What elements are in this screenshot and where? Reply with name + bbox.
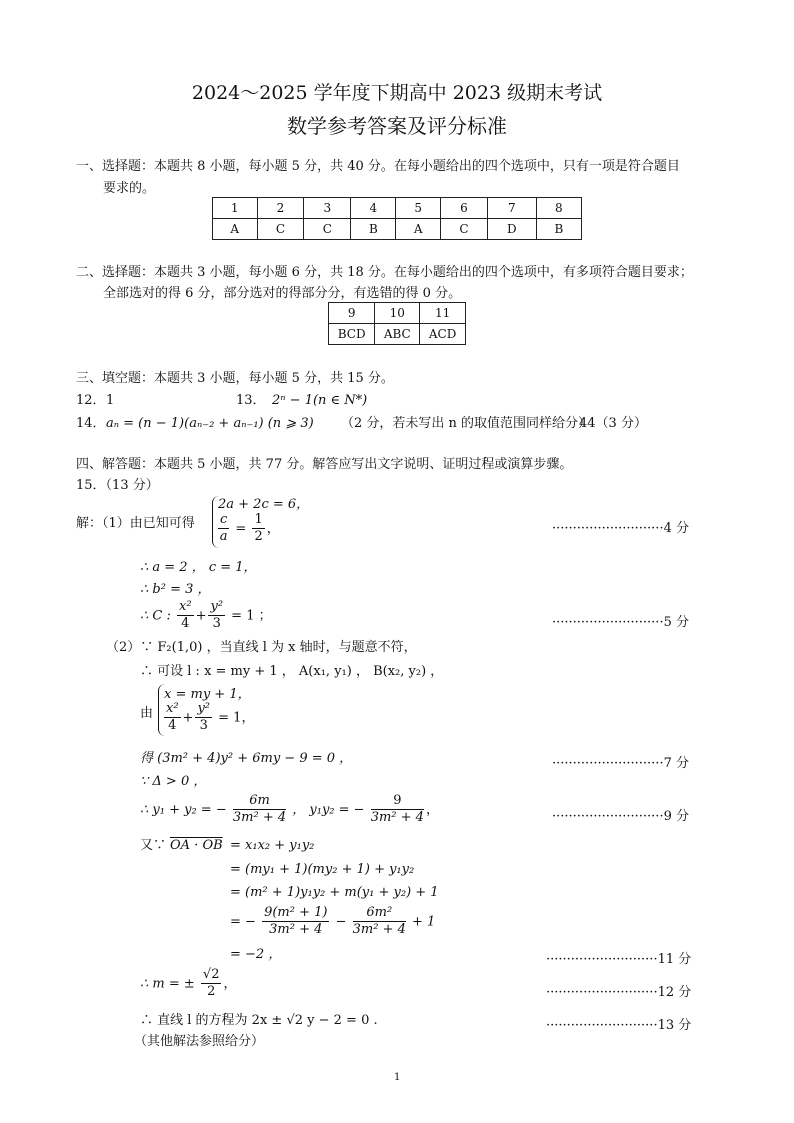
part2-set: ∴ 可设 l : x = my + 1 ， A(x₁, y₁) ， B(x₂, y₂) ， — [140, 664, 444, 679]
section1-answer-table — [212, 197, 582, 240]
table-row — [213, 219, 582, 240]
m-value: ∴ m = ± $\frac{√2}{2}$ ， — [140, 967, 237, 999]
solve-label: 解：（1）由已知可得 — [76, 516, 195, 531]
answer-cell: ACD — [420, 324, 466, 345]
dot-product-prefix: 又∵ — [140, 838, 167, 853]
score-13: ···························13 分 — [546, 1018, 692, 1033]
q12-answer: 1 — [106, 393, 115, 408]
q14-note: （2 分，若未写出 n 的取值范围同样给分） — [341, 416, 592, 431]
table-row — [213, 198, 582, 219]
q12-label: 12． — [76, 393, 106, 408]
question-number: 3 — [304, 198, 351, 219]
score-9: ···························9 分 — [552, 809, 689, 824]
answer-cell: C — [440, 219, 487, 240]
section2-heading-cont: 全部选对的得 6 分，部分选对的得部分分，有选错的得 0 分。 — [103, 286, 462, 301]
answer-cell: C — [257, 219, 304, 240]
dot-eq2: = (my₁ + 1)(my₂ + 1) + y₁y₂ — [230, 862, 415, 877]
q14-formula: aₙ = (n − 1)(aₙ₋₂ + aₙ₋₁) (n ⩾ 3) — [106, 416, 314, 431]
section1-heading-cont: 要求的。 — [103, 181, 156, 196]
answer-cell: B — [351, 219, 396, 240]
answer-cell: ABC — [375, 324, 420, 345]
answer-cell: B — [536, 219, 581, 240]
q13-label: 13． — [236, 393, 266, 408]
page-number: 1 — [394, 1072, 401, 1083]
question-number: 1 — [213, 198, 258, 219]
delta-line: ∵ Δ > 0 ， — [140, 774, 207, 789]
system1-eq1: 2a + 2c = 6， — [218, 497, 310, 512]
dot-eq5: = −2 ， — [230, 947, 282, 962]
vieta-line: ∴ y₁ + y₂ = − $\frac{6m}{\text{3m² + 4}}$ ， y₁y₂ = − $\frac{9}{\text{3m² + 4}}$ ， — [140, 793, 439, 825]
answer-cell: A — [396, 219, 441, 240]
score-7: ···························7 分 — [552, 756, 689, 771]
section2-answer-table — [328, 302, 466, 345]
section1-heading: 一、选择题：本题共 8 小题，每小题 5 分，共 40 分。在每小题给出的四个选项中，只有一项是符合题目 — [76, 159, 680, 174]
table-row — [329, 303, 466, 324]
question-number: 2 — [257, 198, 304, 219]
q14-answer2: 44（3 分） — [579, 416, 647, 431]
q13-answer: 2ⁿ − 1(n ∈ N*) — [272, 393, 368, 408]
question-number: 8 — [536, 198, 581, 219]
quadratic-eq: 得 (3m² + 4)y² + 6my − 9 = 0 ， — [140, 751, 353, 766]
line-equation: ∴ 直线 l 的方程为 2x ± √2 y − 2 = 0 . — [140, 1013, 378, 1028]
score-4: ···························4 分 — [552, 521, 689, 536]
dot-eq4: = − $\frac{\text{9(m² + 1)}}{\text{3m² + 4}}$ − $\frac{\text{6m²}}{\text{3m² + 4}}$ + 1 — [230, 905, 436, 937]
system2-eq2: $\frac{\text{x²}}{4}$ + $\frac{\text{y²}}{3}$ = 1， — [166, 701, 255, 733]
q15-header: 15．（13 分） — [76, 478, 159, 493]
page-title: 2024～2025 学年度下期高中 2023 级期末考试 — [191, 82, 603, 104]
answer-cell: BCD — [329, 324, 375, 345]
question-number: 6 — [440, 198, 487, 219]
section2-heading: 二、选择题：本题共 3 小题，每小题 6 分，共 18 分。在每小题给出的四个选项中，有多项符合题目要求； — [76, 265, 693, 280]
system2-eq1: x = my + 1， — [164, 687, 251, 702]
line-b2: ∴ b² = 3 ， — [140, 582, 211, 597]
answer-cell: D — [487, 219, 536, 240]
system1-eq2: $\frac{c}{a}$ = $\frac{1}{2}$ ， — [219, 512, 280, 544]
line-ellipse: ∴ C : $\frac{\text{x²}}{4}$ + $\frac{\text{y²}}{3}$ = 1 ； — [140, 599, 272, 631]
score-11: ···························11 分 — [546, 952, 692, 967]
score-12: ···························12 分 — [546, 985, 692, 1000]
question-number: 10 — [375, 303, 420, 324]
question-number: 9 — [329, 303, 375, 324]
part2-intro: （2）∵ F₂(1,0) ，当直线 l 为 x 轴时，与题意不符， — [106, 640, 417, 655]
question-number: 5 — [396, 198, 441, 219]
page-subtitle: 数学参考答案及评分标准 — [287, 114, 507, 138]
dot-product-vectors: OA · OB — [170, 838, 223, 853]
table-row — [329, 324, 466, 345]
question-number: 4 — [351, 198, 396, 219]
other-solutions-note: （其他解法参照给分） — [134, 1034, 265, 1049]
dot-eq3: = (m² + 1)y₁y₂ + m(y₁ + y₂) + 1 — [230, 885, 439, 900]
dot-eq1: = x₁x₂ + y₁y₂ — [230, 838, 315, 853]
answer-cell: A — [213, 219, 258, 240]
q14-label: 14． — [76, 416, 106, 431]
question-number: 7 — [487, 198, 536, 219]
score-5: ···························5 分 — [552, 615, 689, 630]
section3-heading: 三、填空题：本题共 3 小题，每小题 5 分，共 15 分。 — [76, 371, 394, 386]
answer-cell: C — [304, 219, 351, 240]
by-label: 由 — [140, 706, 154, 721]
question-number: 11 — [420, 303, 466, 324]
line-a-c: ∴ a = 2 ， c = 1， — [140, 560, 257, 575]
section4-heading: 四、解答题：本题共 5 小题，共 77 分。解答应写出文字说明、证明过程或演算步骤。 — [76, 457, 573, 472]
